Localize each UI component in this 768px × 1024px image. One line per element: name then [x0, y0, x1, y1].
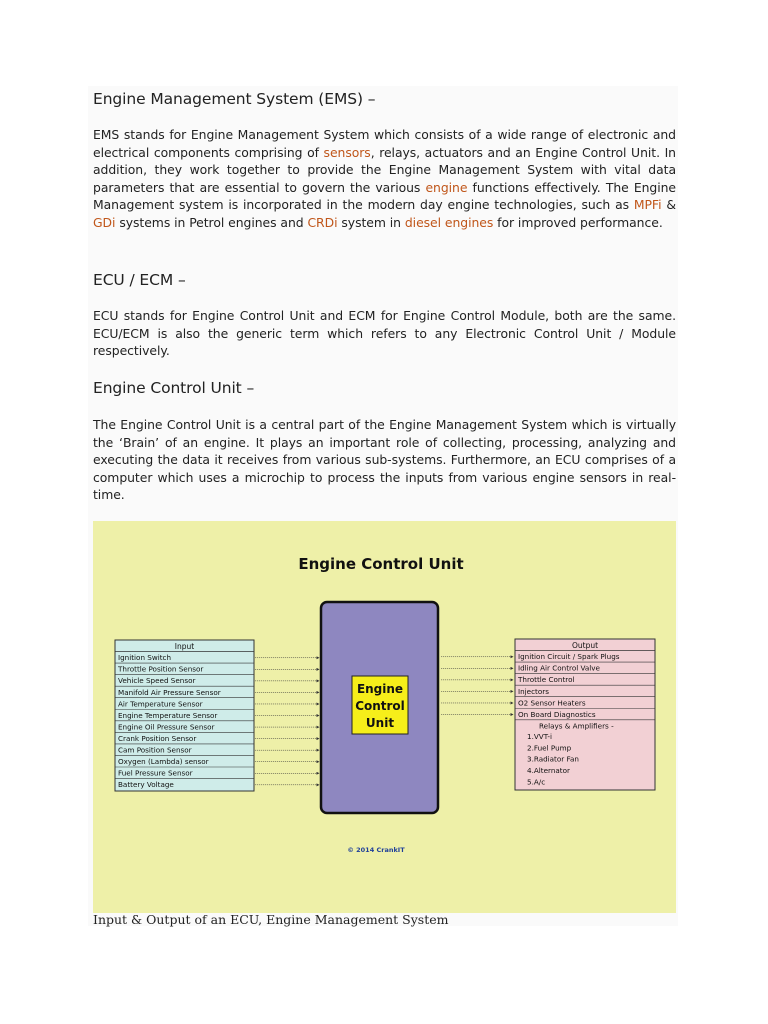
output-item: O2 Sensor Heaters — [518, 698, 586, 708]
input-item: Vehicle Speed Sensor — [118, 676, 196, 686]
heading-ems: Engine Management System (EMS) – — [93, 90, 376, 108]
paragraph-ems: EMS stands for Engine Management System which consists of a wide range of electronic and electrical components comprising of sensors, relays, actuators and an Engine Control Unit. In addition, they work together to provide the Engine Management System with vital data parameters that are essential to govern the various engine functions effectively. The Engine Management system is incorporated in the modern day engine technologies, such as MPFi & GDi systems in Petrol engines and CRDi system in diesel engines for improved performance. — [93, 127, 676, 230]
input-item: Engine Oil Pressure Sensor — [118, 722, 215, 732]
copyright-text: © 2014 CrankIT — [347, 846, 405, 854]
ecu-label-line-2: Control — [355, 699, 405, 713]
heading-ecu-ecm: ECU / ECM – — [93, 271, 186, 289]
relay-item: 3.Radiator Fan — [527, 754, 579, 764]
link-sensors[interactable]: sensors — [323, 144, 371, 160]
ecu-label-line-3: Unit — [365, 716, 395, 730]
paragraph-ecu-ecm: ECU stands for Engine Control Unit and ECM for Engine Control Module, both are the same. ECU/ECM is also the generic term which refers to any Electronic Control Unit / Module respectively. — [93, 308, 676, 359]
diagram-title: Engine Control Unit — [298, 555, 464, 573]
output-item: Idling Air Control Valve — [518, 663, 600, 673]
output-header: Output — [571, 641, 599, 650]
input-item: Crank Position Sensor — [118, 733, 197, 743]
input-item: Throttle Position Sensor — [118, 664, 204, 674]
input-item: Air Temperature Sensor — [118, 699, 203, 709]
relay-item: 1.VVT-i — [527, 731, 553, 741]
link-crdi[interactable]: CRDi — [307, 214, 338, 230]
heading-engine-control-unit: Engine Control Unit – — [93, 379, 255, 397]
input-item: Engine Temperature Sensor — [118, 710, 218, 720]
link-engine[interactable]: engine — [425, 179, 468, 195]
link-mpfi[interactable]: MPFi — [633, 197, 662, 213]
output-table — [515, 639, 655, 790]
input-item: Fuel Pressure Sensor — [118, 768, 193, 778]
ecu-diagram-svg — [93, 521, 676, 913]
input-header: Input — [174, 642, 195, 651]
relay-item: 5.A/c — [527, 777, 546, 787]
figure-caption: Input & Output of an ECU, Engine Management System — [93, 912, 449, 927]
relay-item: 4.Alternator — [527, 766, 570, 776]
input-item: Ignition Switch — [118, 653, 172, 663]
output-item: Throttle Control — [518, 675, 575, 685]
ecu-diagram — [93, 521, 676, 913]
output-item: On Board Diagnostics — [518, 709, 596, 719]
input-item: Oxygen (Lambda) sensor — [118, 757, 209, 767]
input-item: Battery Voltage — [118, 780, 174, 790]
link-diesel-engines[interactable]: diesel engines — [404, 214, 494, 230]
link-gdi[interactable]: GDi — [93, 214, 116, 230]
ecu-label-line-1: Engine — [356, 682, 404, 696]
input-item: Manifold Air Pressure Sensor — [118, 687, 221, 697]
input-item: Cam Position Sensor — [118, 745, 192, 755]
output-item: Injectors — [518, 686, 549, 696]
input-table — [115, 640, 254, 791]
paragraph-engine-control-unit: The Engine Control Unit is a central part of the Engine Management System which is virtually the ‘Brain’ of an engine. It plays an important role of collecting, processing, analyzing and executing the data it receives from various sub-systems. Furthermore, an ECU comprises of a computer which uses a microchip to process the inputs from various engine sensors in real-time. — [93, 417, 676, 503]
output-item: Relays & Amplifiers - — [539, 721, 614, 731]
output-item: Ignition Circuit / Spark Plugs — [518, 652, 620, 662]
relay-item: 2.Fuel Pump — [527, 743, 572, 753]
